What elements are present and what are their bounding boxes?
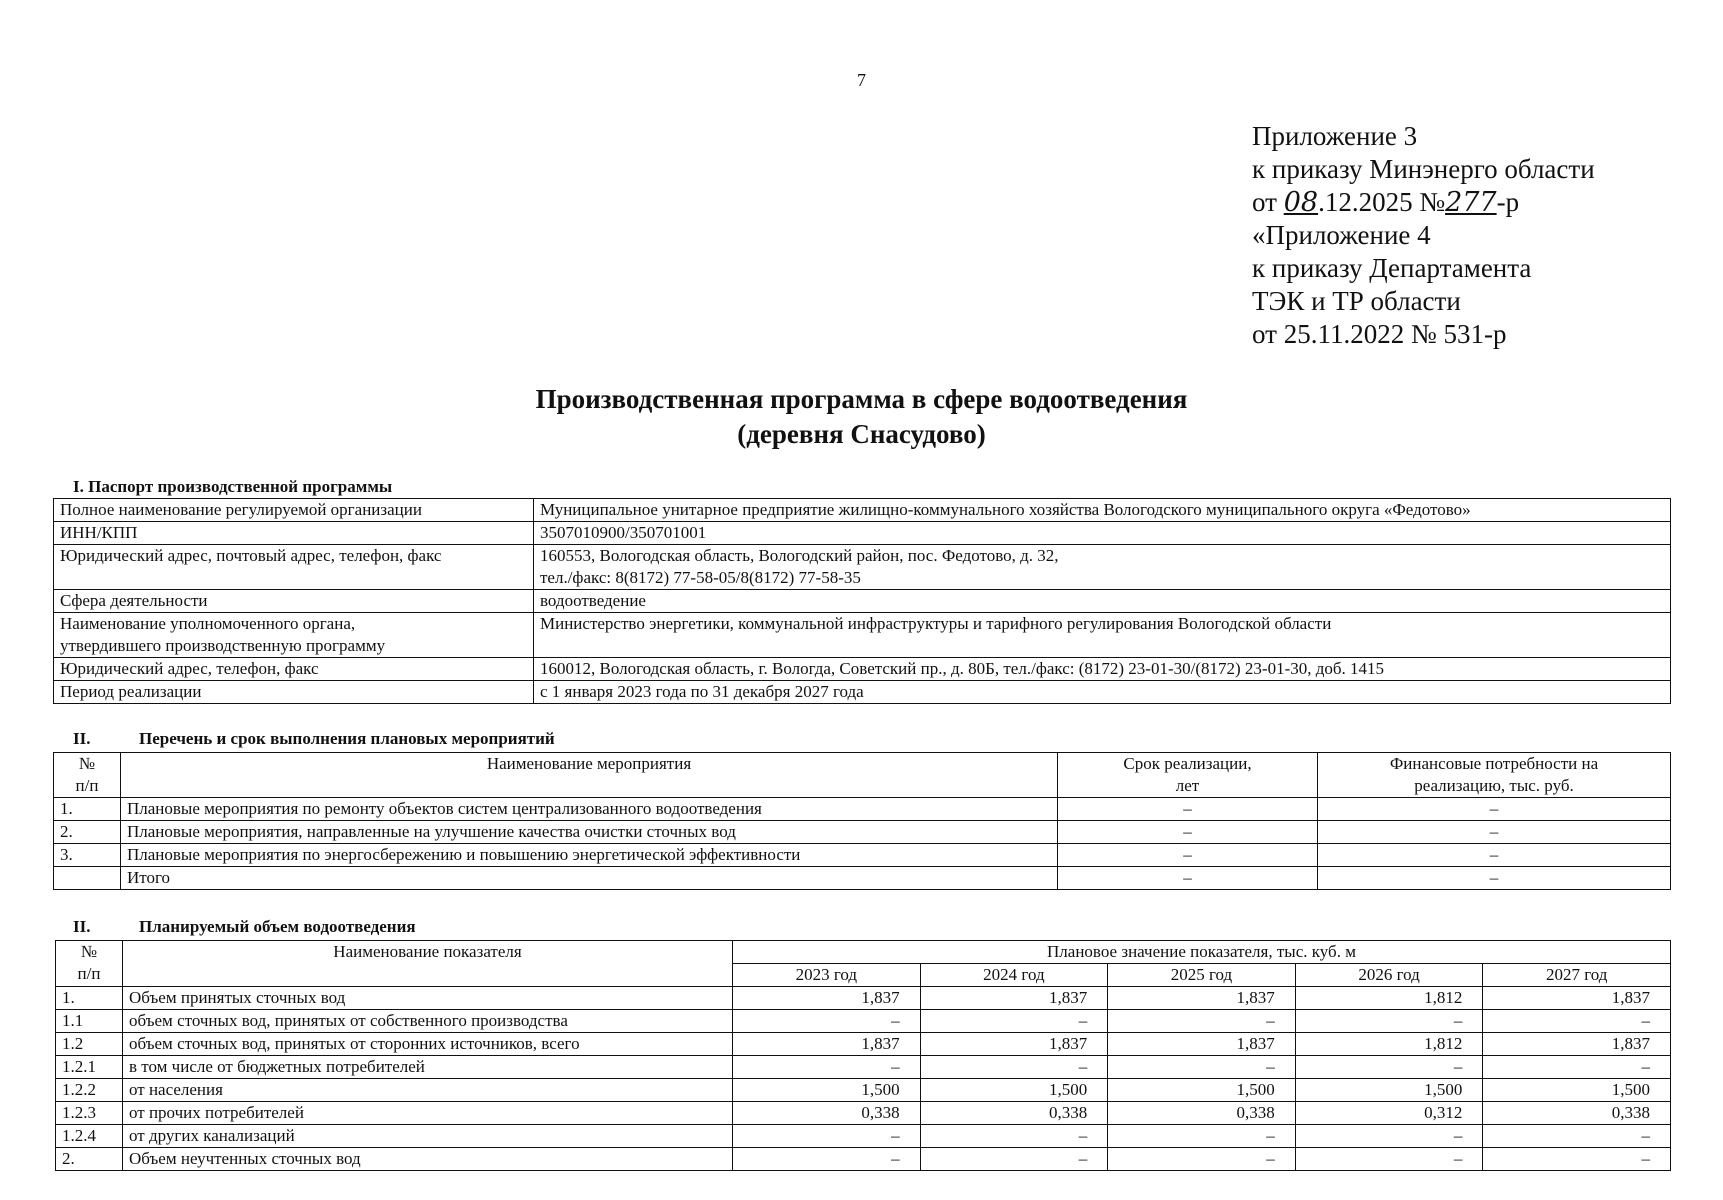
row-value: – xyxy=(920,1148,1108,1171)
row-num: 1.2.3 xyxy=(56,1102,123,1125)
table-row xyxy=(56,987,1671,1010)
col-term-header: Срок реализации, лет xyxy=(1058,753,1318,798)
col-num-header: № п/п xyxy=(56,941,123,987)
row-value: – xyxy=(733,1148,921,1171)
row-value: – xyxy=(1295,1010,1483,1033)
row-value: 1,500 xyxy=(1295,1079,1483,1102)
table-row xyxy=(54,821,1671,844)
row-term: – xyxy=(1058,798,1318,821)
row-value: с 1 января 2023 года по 31 декабря 2027 года xyxy=(534,681,1671,704)
row-num: 2. xyxy=(56,1148,123,1171)
year-header: 2024 год xyxy=(920,964,1108,987)
volume-table xyxy=(55,940,1671,1171)
row-name: от населения xyxy=(123,1079,733,1102)
row-value: – xyxy=(733,1125,921,1148)
year-header: 2027 год xyxy=(1483,964,1671,987)
table-row xyxy=(54,844,1671,867)
activities-table xyxy=(53,752,1671,890)
row-fin: – xyxy=(1318,821,1671,844)
row-value: – xyxy=(920,1125,1108,1148)
row-label: ИНН/КПП xyxy=(54,522,534,545)
row-value: – xyxy=(733,1056,921,1079)
row-value xyxy=(534,545,1671,590)
row-value: – xyxy=(1108,1056,1296,1079)
row-value: 1,837 xyxy=(920,1033,1108,1056)
row-value: 0,338 xyxy=(1108,1102,1296,1125)
table-row xyxy=(56,1033,1671,1056)
row-num xyxy=(54,867,121,890)
page-number: 7 xyxy=(857,70,866,90)
table-header-row xyxy=(56,941,1671,964)
row-value: 0,312 xyxy=(1295,1102,1483,1125)
row-fin: – xyxy=(1318,867,1671,890)
row-num: 1.1 xyxy=(56,1010,123,1033)
row-name: объем сточных вод, принятых от сторонних источников, всего xyxy=(123,1033,733,1056)
row-value: – xyxy=(1483,1010,1671,1033)
row-value: 3507010900/350701001 xyxy=(534,522,1671,545)
appendix-date: .12.2025 № xyxy=(1318,187,1446,217)
row-value: 1,500 xyxy=(733,1079,921,1102)
label-line: утвердившего производственную программу xyxy=(60,636,386,655)
table-row xyxy=(56,1102,1671,1125)
row-name: объем сточных вод, принятых от собственного производства xyxy=(123,1010,733,1033)
row-value: 0,338 xyxy=(1483,1102,1671,1125)
appendix-prefix: от xyxy=(1252,187,1284,217)
row-value: – xyxy=(1295,1125,1483,1148)
row-value: 1,837 xyxy=(1108,987,1296,1010)
appendix-block xyxy=(1252,120,1595,351)
row-value: – xyxy=(920,1010,1108,1033)
row-value: 1,812 xyxy=(1295,987,1483,1010)
handwritten-number: 277 xyxy=(1445,187,1497,218)
col-num-header: № п/п xyxy=(54,753,121,798)
row-num: 2. xyxy=(54,821,121,844)
row-fin: – xyxy=(1318,844,1671,867)
title-line-2: (деревня Снасудово) xyxy=(737,419,986,449)
section-3-title xyxy=(73,917,416,937)
table-row xyxy=(56,1010,1671,1033)
row-name: от прочих потребителей xyxy=(123,1102,733,1125)
row-name: от других канализаций xyxy=(123,1125,733,1148)
table-row xyxy=(54,867,1671,890)
row-term: – xyxy=(1058,867,1318,890)
row-name: Объем неучтенных сточных вод xyxy=(123,1148,733,1171)
appendix-line: к приказу Департамента xyxy=(1252,253,1532,283)
section-title-text: Планируемый объем водоотведения xyxy=(139,917,416,936)
row-value: – xyxy=(1483,1125,1671,1148)
row-value: 1,837 xyxy=(920,987,1108,1010)
row-value: 1,500 xyxy=(920,1079,1108,1102)
appendix-line: к приказу Минэнерго области xyxy=(1252,154,1595,184)
row-value: – xyxy=(1483,1056,1671,1079)
table-header-row xyxy=(54,753,1671,798)
row-value: 1,812 xyxy=(1295,1033,1483,1056)
row-label: Период реализации xyxy=(54,681,534,704)
title-line-1: Производственная программа в сфере водоотведения xyxy=(535,384,1188,414)
row-value: – xyxy=(733,1010,921,1033)
row-value: 1,837 xyxy=(733,987,921,1010)
row-name: Плановые мероприятия, направленные на улучшение качества очистки сточных вод xyxy=(121,821,1058,844)
row-name: Плановые мероприятия по энергосбережению и повышению энергетической эффективности xyxy=(121,844,1058,867)
col-name-header: Наименование показателя xyxy=(123,941,733,987)
row-num: 1.2.4 xyxy=(56,1125,123,1148)
row-label: Полное наименование регулируемой организации xyxy=(54,499,534,522)
row-value: Муниципальное унитарное предприятие жилищно-коммунального хозяйства Вологодского муниципального округа «Федотово» xyxy=(534,499,1671,522)
row-num: 1.2.1 xyxy=(56,1056,123,1079)
value-line: 160553, Вологодская область, Вологодский район, пос. Федотово, д. 32, xyxy=(540,546,1059,565)
table-row xyxy=(54,681,1671,704)
row-value: 1,500 xyxy=(1108,1079,1296,1102)
table-row xyxy=(56,1079,1671,1102)
year-header: 2025 год xyxy=(1108,964,1296,987)
row-label xyxy=(54,613,534,658)
row-name: Итого xyxy=(121,867,1058,890)
appendix-line: от 25.11.2022 № 531-р xyxy=(1252,319,1507,349)
appendix-line: «Приложение 4 xyxy=(1252,220,1431,250)
row-label: Сфера деятельности xyxy=(54,590,534,613)
appendix-line: Приложение 3 xyxy=(1252,121,1418,151)
section-1-title: I. Паспорт производственной программы xyxy=(73,477,393,496)
section-number: II. xyxy=(73,917,91,936)
row-value: – xyxy=(1108,1125,1296,1148)
table-row xyxy=(54,545,1671,590)
row-value: 0,338 xyxy=(733,1102,921,1125)
handwritten-day: 08 xyxy=(1283,187,1319,218)
row-num: 1. xyxy=(56,987,123,1010)
row-num: 1.2 xyxy=(56,1033,123,1056)
row-label: Юридический адрес, почтовый адрес, телефон, факс xyxy=(54,545,534,590)
row-fin: – xyxy=(1318,798,1671,821)
row-value: водоотведение xyxy=(534,590,1671,613)
section-number: II. xyxy=(73,729,91,748)
table-row xyxy=(54,798,1671,821)
document-title xyxy=(0,382,1723,452)
value-line: тел./факс: 8(8172) 77-58-05/8(8172) 77-58-35 xyxy=(540,568,861,587)
table-row xyxy=(54,522,1671,545)
row-num: 3. xyxy=(54,844,121,867)
appendix-order-line xyxy=(1252,186,1595,219)
row-term: – xyxy=(1058,844,1318,867)
row-value: – xyxy=(1295,1056,1483,1079)
row-value: 0,338 xyxy=(920,1102,1108,1125)
row-value: 1,837 xyxy=(1483,1033,1671,1056)
col-fin-header: Финансовые потребности на реализацию, тыс. руб. xyxy=(1318,753,1671,798)
row-value: Министерство энергетики, коммунальной инфраструктуры и тарифного регулирования Вологодской области xyxy=(534,613,1671,658)
row-value: – xyxy=(1108,1148,1296,1171)
table-row xyxy=(56,1148,1671,1171)
year-header: 2026 год xyxy=(1295,964,1483,987)
label-line: Наименование уполномоченного органа, xyxy=(60,614,356,633)
table-row xyxy=(56,1056,1671,1079)
row-value: 1,837 xyxy=(733,1033,921,1056)
passport-table xyxy=(53,498,1671,704)
row-value: 1,837 xyxy=(1108,1033,1296,1056)
table-row xyxy=(54,499,1671,522)
row-name: Объем принятых сточных вод xyxy=(123,987,733,1010)
row-value: – xyxy=(920,1056,1108,1079)
table-row xyxy=(56,1125,1671,1148)
table-row xyxy=(54,590,1671,613)
appendix-suffix: -р xyxy=(1496,187,1520,217)
row-num: 1. xyxy=(54,798,121,821)
row-value: 1,500 xyxy=(1483,1079,1671,1102)
col-name-header: Наименование мероприятия xyxy=(121,753,1058,798)
table-row xyxy=(54,613,1671,658)
row-value: 1,837 xyxy=(1483,987,1671,1010)
row-term: – xyxy=(1058,821,1318,844)
section-2-title xyxy=(73,729,555,749)
year-header: 2023 год xyxy=(733,964,921,987)
row-label: Юридический адрес, телефон, факс xyxy=(54,658,534,681)
appendix-line: ТЭК и ТР области xyxy=(1252,286,1461,316)
section-title-text: Перечень и срок выполнения плановых мероприятий xyxy=(139,729,555,748)
row-value: – xyxy=(1108,1010,1296,1033)
row-value: – xyxy=(1295,1148,1483,1171)
table-row xyxy=(54,658,1671,681)
row-value: – xyxy=(1483,1148,1671,1171)
row-name: Плановые мероприятия по ремонту объектов систем централизованного водоотведения xyxy=(121,798,1058,821)
row-name: в том числе от бюджетных потребителей xyxy=(123,1056,733,1079)
row-value: 160012, Вологодская область, г. Вологда, Советский пр., д. 80Б, тел./факс: (8172) 23-01-30/(8172) 23-01-30, доб. 1415 xyxy=(534,658,1671,681)
plan-header: Плановое значение показателя, тыс. куб. м xyxy=(733,941,1671,964)
row-num: 1.2.2 xyxy=(56,1079,123,1102)
